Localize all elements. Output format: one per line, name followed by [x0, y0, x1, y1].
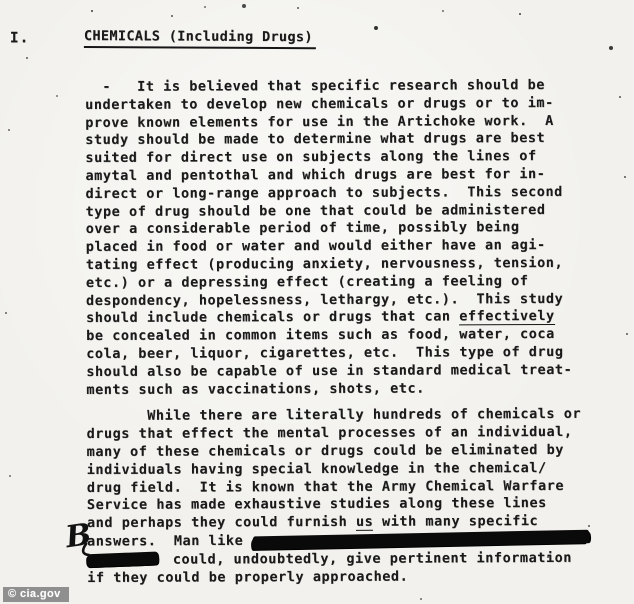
text-line: study should be made to determine what drugs are best	[85, 130, 546, 149]
text-line: prove known elements for use in the Artichoke work. A	[85, 112, 554, 131]
text-line: over a considerable period of time, possibly being	[85, 219, 520, 238]
text-line: direct or long-range approach to subjects. This second	[85, 183, 563, 202]
handwritten-b-glyph: B	[63, 517, 94, 556]
section-title: CHEMICALS (Including Drugs)	[84, 28, 316, 49]
paragraph	[85, 77, 620, 400]
text-line: if they could be properly approached.	[87, 568, 409, 587]
text-line: drug field. It is known that the Army Chemical Warfare	[86, 477, 565, 496]
text-line: suited for direct use on subjects along the lines of	[85, 148, 537, 167]
text-line: placed in food or water and would either have an agi-	[85, 237, 546, 256]
watermark-text: © cia.gov	[8, 588, 61, 600]
text-line: and perhaps they could furnish us with many specific	[86, 513, 539, 532]
text-line: ments such as vaccinations, shots, etc.	[86, 380, 425, 398]
text-line: amytal and pentothal and which drugs are best for in-	[85, 165, 546, 184]
text-line: Service has made exhaustive studies along these lines	[86, 495, 547, 514]
underlined-word: effectively	[459, 308, 555, 325]
cia-gov-watermark	[3, 587, 69, 602]
handwritten-b-annotation	[48, 514, 108, 566]
text-line: undertaken to develop new chemicals or drugs or to im-	[85, 94, 554, 113]
paragraph	[86, 406, 621, 588]
text-line: type of drug should be one that could be administered	[85, 201, 546, 220]
text-line: many of these chemicals or drugs could be eliminated by	[86, 441, 564, 460]
text-line: individuals having special knowledge in the chemical/	[86, 459, 547, 478]
text-line: tating effect (producing anxiety, nervousness, tension,	[85, 254, 564, 273]
text-line: should also be capable of use in standard medical treat-	[86, 361, 573, 380]
text-line: cola, beer, liquor, cigarettes, etc. This type of drug	[86, 343, 564, 362]
redaction-bar	[252, 530, 590, 549]
text-line: drugs that effect the mental processes of an individual,	[86, 424, 573, 443]
text-line: answers. Man like	[87, 531, 621, 552]
text-line: etc.) or a depressing effect (creating a feeling of	[85, 272, 529, 291]
section-heading	[0, 26, 633, 53]
text-line: - It is believed that specific research should be	[85, 77, 546, 96]
underlined-word: us	[355, 513, 374, 530]
text-line: should include chemicals or drugs that can effectively	[86, 308, 555, 327]
text-line: be concealed in common items such as food, water, coca	[86, 326, 555, 345]
text-line: despondency, hopelessness, lethargy, etc.). This study	[85, 290, 564, 309]
text-line: could, undoubtedly, give pertinent information	[87, 549, 621, 570]
text-line: While there are literally hundreds of chemicals or	[86, 406, 582, 425]
paragraphs	[85, 77, 621, 597]
section-number: I.	[9, 30, 30, 47]
